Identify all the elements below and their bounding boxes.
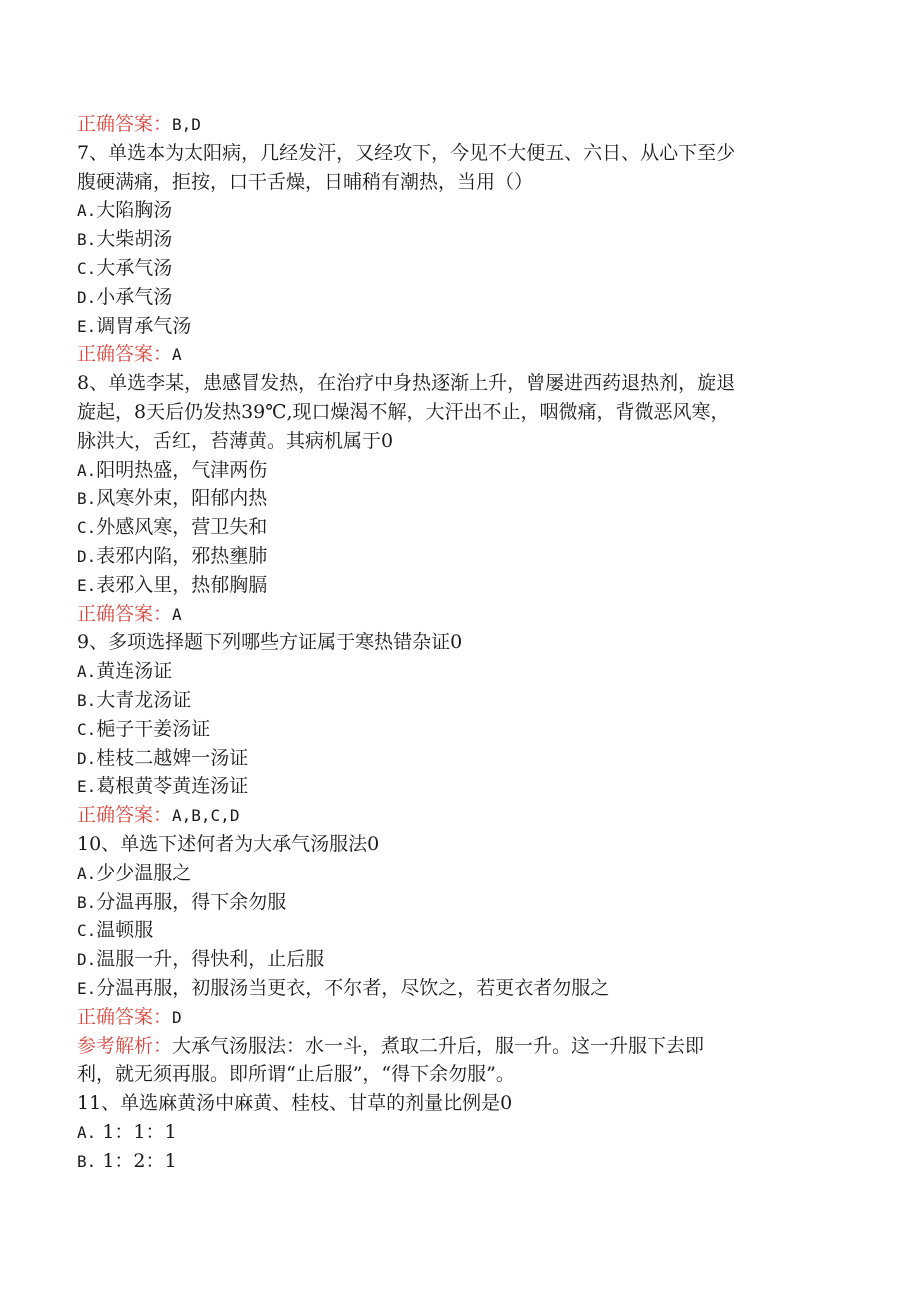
- option-letter: E.: [77, 978, 97, 998]
- option-letter: E.: [77, 777, 97, 797]
- option-line: [77, 686, 837, 715]
- question-9: 9、多项选择题下列哪些方证属于寒热错杂证0: [77, 631, 463, 654]
- option-line: [77, 744, 837, 773]
- option-text: 温顿服: [96, 919, 154, 942]
- option-text: 1：2：1: [102, 1149, 177, 1172]
- option-letter: D.: [77, 287, 97, 307]
- option-letter: A.: [77, 662, 97, 682]
- answer-line: [77, 340, 837, 369]
- option-letter: E.: [77, 575, 97, 595]
- option-line: [77, 888, 837, 917]
- option-letter: B.: [77, 489, 97, 509]
- option-text: 小承气汤: [96, 285, 173, 308]
- option-line: [77, 283, 837, 312]
- option-letter: C.: [77, 719, 97, 739]
- question-8-line-1: 8、单选李某，患感冒发热，在治疗中身热逐渐上升，曾屡进西药退热剂，旋退: [77, 372, 736, 395]
- option-line: [77, 974, 837, 1003]
- option-text: 大承气汤: [96, 256, 173, 279]
- option-letter: B.: [77, 690, 97, 710]
- option-text: 表邪内陷，邪热壅肺: [96, 544, 268, 567]
- answer-line: [77, 1003, 837, 1032]
- option-text: 外感风寒，营卫失和: [96, 516, 268, 539]
- option-letter: B.: [77, 892, 97, 912]
- option-line: [77, 225, 837, 254]
- option-text: 桂枝二越婢一汤证: [96, 746, 249, 769]
- option-line: [77, 312, 837, 341]
- option-line: [77, 254, 837, 283]
- option-line: [77, 1118, 837, 1147]
- question-11: 11、单选麻黄汤中麻黄、桂枝、甘草的剂量比例是0: [77, 1092, 513, 1115]
- option-text: 调胃承气汤: [96, 314, 192, 337]
- option-line: [77, 1147, 837, 1176]
- analysis-line-1: 参考解析：大承气汤服法：水一斗，煮取二升后，服一升。这一升服下去即: [77, 1034, 705, 1057]
- analysis-label: 参考解析：: [77, 1034, 173, 1057]
- question-7-line-1: 7、单选本为太阳病，几经发汗，又经攻下，今见不大便五、六日、从心下至少: [77, 141, 736, 164]
- option-letter: D.: [77, 748, 97, 768]
- option-text: 大青龙汤证: [96, 688, 192, 711]
- answer-value: A: [172, 345, 182, 365]
- answer-value: A: [172, 604, 182, 624]
- option-line: [77, 945, 837, 974]
- answer-value: B,D: [172, 115, 201, 134]
- option-text: 阳明热盛，气津两伤: [96, 458, 268, 481]
- option-text: 1：1：1: [102, 1120, 177, 1143]
- question-10: 10、单选下述何者为大承气汤服法0: [77, 832, 380, 855]
- option-text: 黄连汤证: [96, 660, 173, 683]
- option-text: 葛根黄苓黄连汤证: [96, 775, 249, 798]
- answer-value: A,B,C,D: [172, 806, 240, 826]
- question-8-line-2: 旋起，8天后仍发热39℃,现口燥渴不解，大汗出不止，咽微痛，背微恶风寒，: [77, 400, 730, 423]
- option-letter: B.: [77, 1151, 97, 1171]
- option-line: [77, 571, 837, 600]
- option-text: 分温再服，初服汤当更衣，不尔者，尽饮之，若更衣者勿服之: [96, 976, 610, 999]
- option-line: [77, 456, 837, 485]
- option-text: 表邪入里，热郁胸膈: [96, 573, 268, 596]
- option-text: 大柴胡汤: [96, 228, 173, 251]
- option-letter: A.: [77, 201, 97, 221]
- option-line: [77, 196, 837, 225]
- option-letter: B.: [77, 230, 97, 250]
- option-line: [77, 772, 837, 801]
- option-line: [77, 715, 837, 744]
- option-line: [77, 859, 837, 888]
- answer-label: 正确答案：: [77, 1005, 173, 1028]
- option-text: 大陷胸汤: [96, 199, 173, 222]
- answer-line: [77, 110, 837, 139]
- option-line: [77, 916, 837, 945]
- option-text: 分温再服，得下余勿服: [96, 890, 287, 913]
- question-8-line-3: 脉洪大，舌红，苔薄黄。其病机属于0: [77, 429, 394, 452]
- option-letter: C.: [77, 921, 97, 941]
- option-letter: D.: [77, 950, 97, 970]
- answer-label: 正确答案：: [77, 602, 173, 625]
- option-letter: C.: [77, 518, 97, 538]
- option-line: [77, 657, 837, 686]
- option-letter: D.: [77, 546, 97, 566]
- option-letter: E.: [77, 316, 97, 336]
- option-letter: C.: [77, 258, 97, 278]
- option-letter: A.: [77, 1122, 97, 1142]
- option-line: [77, 484, 837, 513]
- analysis-line-2: 利，就无须再服。即所谓“止后服”，“得下余勿服”。: [77, 1063, 515, 1086]
- answer-label: 正确答案：: [77, 113, 173, 135]
- answer-label: 正确答案：: [77, 343, 173, 366]
- option-letter: A.: [77, 460, 97, 480]
- option-text: 梔子干姜汤证: [96, 717, 211, 740]
- option-text: 风寒外束，阳郁内热: [96, 487, 268, 510]
- option-line: [77, 513, 837, 542]
- answer-line: [77, 801, 837, 830]
- answer-label: 正确答案：: [77, 804, 173, 827]
- option-letter: A.: [77, 863, 97, 883]
- option-text: 温服一升，得快利，止后服: [96, 948, 325, 971]
- option-line: [77, 542, 837, 571]
- exam-document: [77, 110, 837, 1175]
- answer-line: [77, 600, 837, 629]
- option-text: 少少温服之: [96, 861, 192, 884]
- question-7-line-2: 腹硬满痛，拒按，口干舌燥，日晡稍有潮热，当用（）: [77, 170, 534, 193]
- answer-value: D: [172, 1007, 182, 1027]
